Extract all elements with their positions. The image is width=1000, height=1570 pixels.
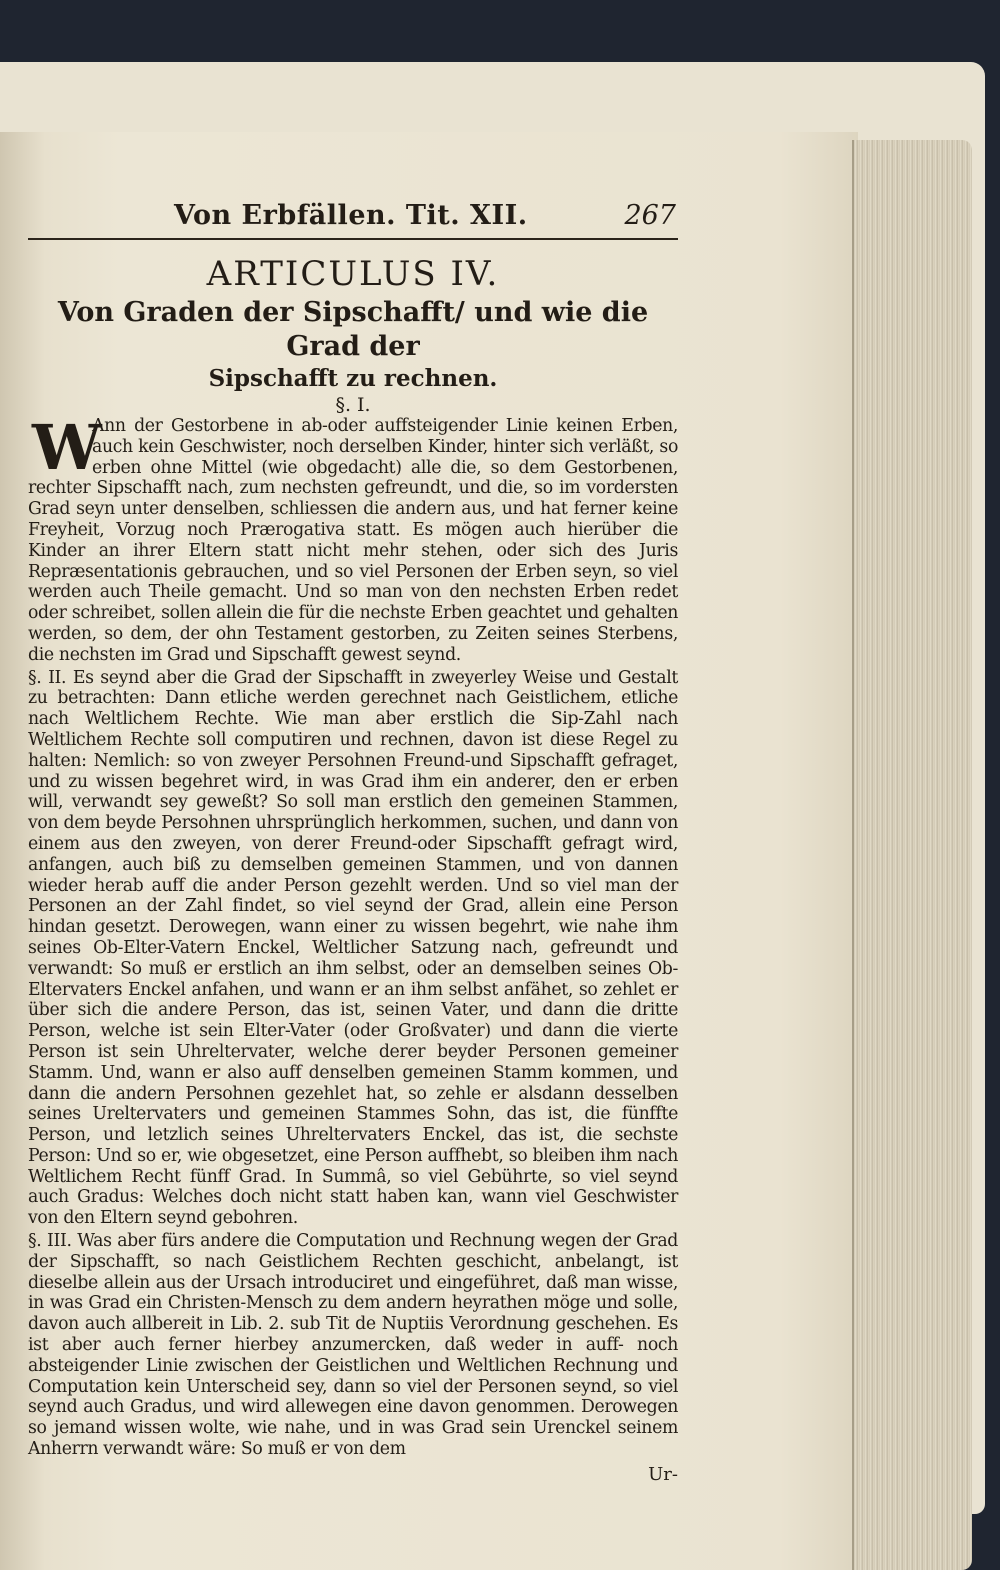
section-number: §. III. <box>28 1231 72 1252</box>
article-heading: ARTICULUS IV. <box>206 254 500 294</box>
article-subtitle: Von Graden der Sipschafft/ und wie die Grad der <box>57 297 649 362</box>
paragraph-text: Ann der Gestorbene in ab-oder auffsteigender Linie keinen Erben, auch kein Geschwister, noch derselben Kinder, hinter sich verläßt, so erben ohne Mittel (wie obgedacht) alle die, so dem Gestorbenen, rechter Sipschafft nach, zum nechsten gefreundt, und die, so im vordersten Grad seyn unter denselben, schliessen die andern aus, und hat ferner keine Freyheit, Vorzug noch Prærogativa statt. Es mögen auch hierüber die Kinder an ihrer Eltern statt nicht mehr stehen, oder sich des Juris Repræsentationis gebrauchen, und so viel Personen der Erben seyn, so viel werden auch Theile gemacht. Und so man von den nechsten Erben redet oder schreibet, sollen allein die für die nechste Erben geachtet und gehalten werden, so dem, der ohn Testament gestorben, zu Zeiten seines Sterbens, die nechsten im Grad und Sipschafft gewest seynd. <box>28 416 678 665</box>
header-rule <box>28 238 678 240</box>
section-number: §. II. <box>28 667 67 688</box>
paragraph-text: Es seynd aber die Grad der Sipschafft in zweyerley Weise und Gestalt zu betrachten: Dann etliche werden gerechnet nach Geistlichem, etliche nach Weltlichem Rechte. Wie man aber erstlich die Sip-Zahl nach Weltlichem Rechte soll computiren und rechnen, davon ist diese Regel zu halten: Nemlich: so von zweyer Persohnen Freund-und Sipschafft gefraget, und zu wissen begehret wird, in was Grad ihm ein anderer, den er erben will, verwandt sey geweßt? So soll man erstlich den gemeinen Stammen, von dem beyde Persohnen uhrsprünglich herkommen, suchen, und dann von einem aus den zweyen, von derer Freund-oder Sipschafft gefragt wird, anfangen, auch biß zu demselben gemeinen Stammen, und von dannen wieder herab auff die ander Person gezehlt werden. Und so viel man der Personen an der Zahl findet, so viel seynd der Grad, allein eine Person hindan gesetzt. Derowegen, wann einer zu wissen begehrt, wie nahe ihm seines Ob-Elter-Vatern Enckel, Weltlicher Satzung nach, gefreundt und verwandt: So muß er erstlich an ihm selbst, oder an demselben seines Ob-Eltervaters Enckel anfahen, und wann er an ihm selbst anfähet, so zehlet er über sich die andere Person, das ist, seinen Vater, und dann die dritte Person, welche ist sein Elter-Vater (oder Großvater) und dann die vierte Person ist sein Uhreltervater, welche derer beyder Personen gemeiner Stamm. Und, wann er also auff denselben gemeinen Stamm kommen, und dann die andern Persohnen gezehlet hat, so zehle er alsdann desselben seines Ureltervaters und gemeinen Stammes Sohn, das ist, die fünffte Person, und letzlich seines Uhreltervaters Enckel, das ist, die sechste Person: Und so er, wie obgesetzet, eine Person auffhebt, so bleiben ihm nach Weltlichem Recht fünff Grad. In Summâ, so viel Gebührte, so viel seynd auch Gradus: Welches doch nicht statt haben kan, wann viel Geschwister von den Eltern seynd gebohren. <box>28 667 678 1229</box>
running-header <box>28 192 678 236</box>
paragraph <box>28 411 678 666</box>
article-subtitle-continued: Sipschafft zu rechnen. <box>208 365 498 392</box>
page-edges <box>852 140 972 1570</box>
section-number: §. I. <box>335 394 371 416</box>
running-title: Von Erbfällen. Tit. XII. <box>174 200 528 231</box>
paragraph-text: Was aber fürs andere die Computation und Rechnung wegen der Grad der Sipschafft, so nach Geistlichem Rechten geschicht, anbelangt, ist dieselbe allein aus der Ursach introduciret und eingeführet, daß man wisse, in was Grad ein Christen-Mensch zu dem andern heyrathen möge und solle, davon auch allbereit in Lib. 2. sub Tit de Nuptiis Verordnung geschehen. Es ist aber auch ferner hierbey anzumercken, daß weder in auff- noch absteigender Linie zwischen der Geistlichen und Weltlichen Rechnung und Computation kein Unterscheid sey, dann so viel der Personen seynd, so viel seynd auch Gradus, und wird allewegen eine davon genommen. Derowegen so jemand wissen wolte, wie nahe, und in was Grad sein Urenckel seinem Anherrn verwandt wäre: So muß er von dem <box>28 1231 678 1460</box>
drop-cap: W <box>32 411 102 484</box>
paragraph <box>28 668 678 1230</box>
page-number: 267 <box>624 200 676 231</box>
page-text <box>28 192 678 1485</box>
catchword: Ur- <box>648 1463 678 1485</box>
paragraph <box>28 1231 678 1460</box>
